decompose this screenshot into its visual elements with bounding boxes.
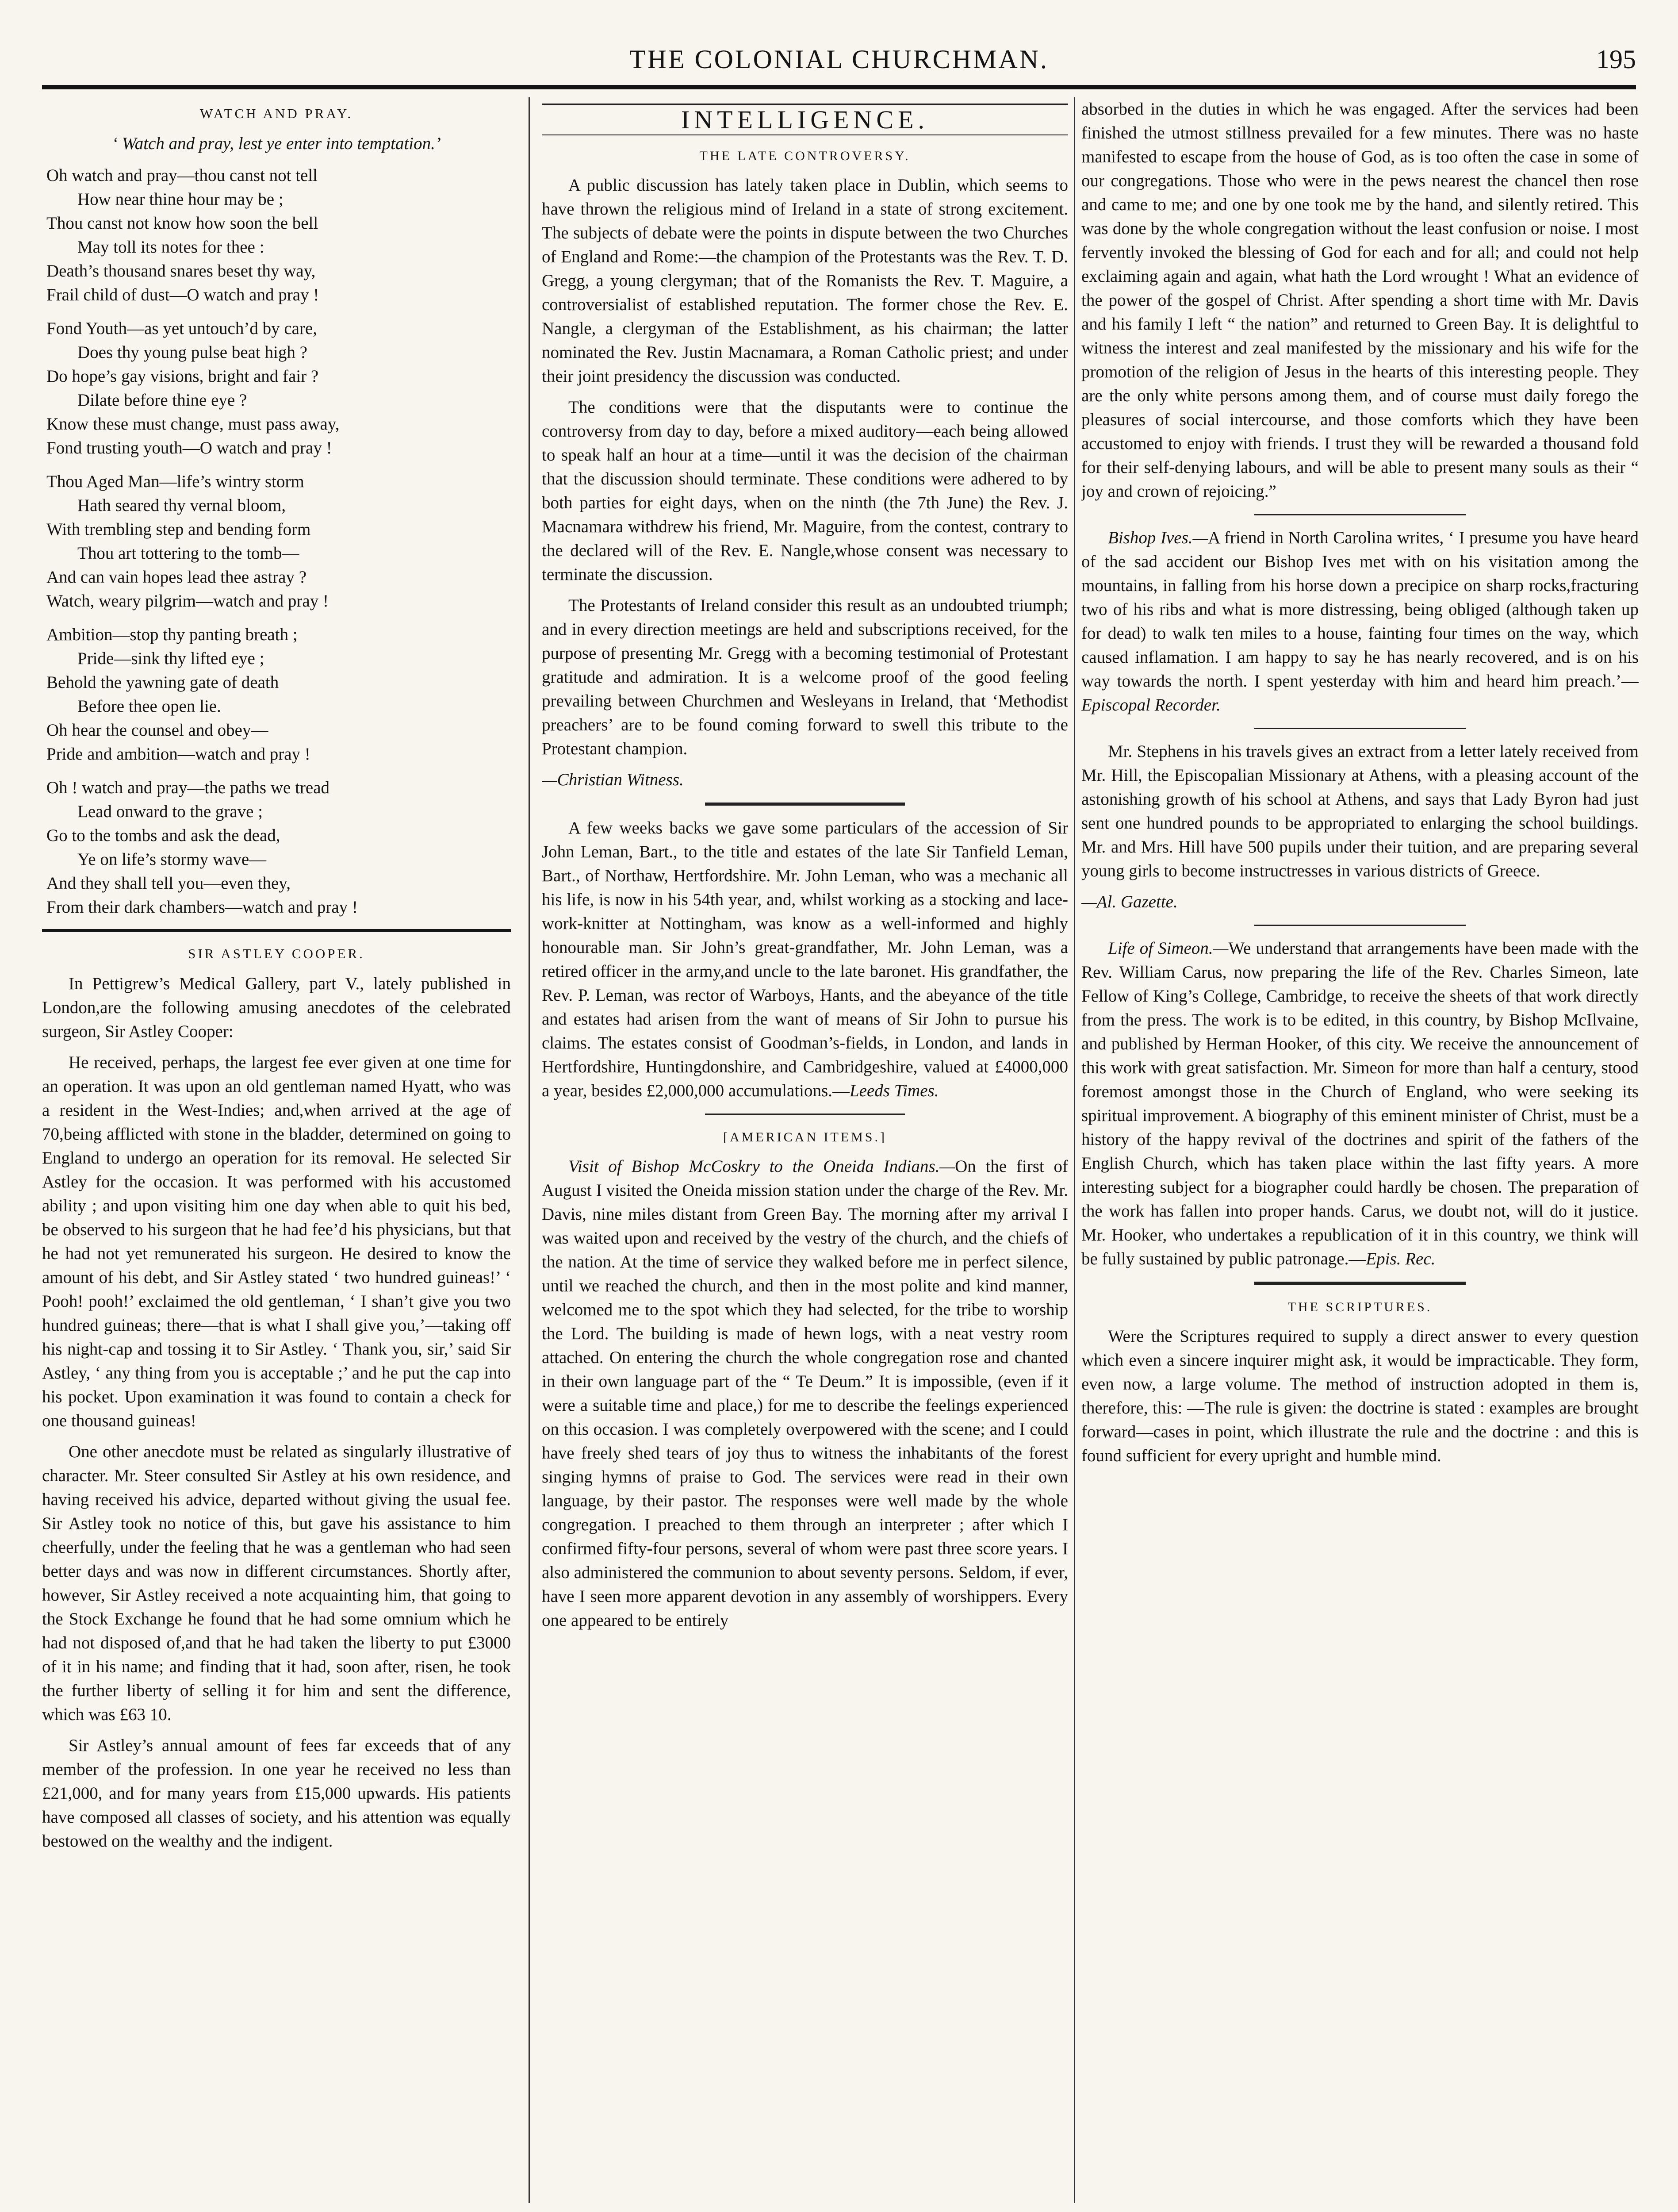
poem-line: Lead onward to the grave ; [77,802,263,821]
article-paragraph: A public discussion has lately taken place in Dublin, which seems to have thrown the religious mind of Ireland in a state of strong excitement. The subjects of debate were the points in dispute between the two Churches of England and Rome:—the champion of the Protestants was the Rev. T. D. Gregg, a young clergyman; that of the Romanists the Rev. T. Maguire, a controversialist of established reputation. The former chose the Rev. E. Nangle, a clergyman of the Establishment, as his chairman; the latter nominated the Rev. Justin Macnamara, a Roman Catholic priest; and under their joint presidency the discussion was conducted. [542,176,1068,386]
poem-line: Ambition—stop thy panting breath ; [46,625,298,644]
poem-line: Pride and ambition—watch and pray ! [46,745,310,764]
poem-line: Pride—sink thy lifted eye ; [77,649,264,668]
poem-stanza [46,317,511,460]
article-paragraph [1081,526,1639,717]
poem-line: Dilate before thine eye ? [77,391,247,410]
newspaper-title: THE COLONIAL CHURCHMAN. [629,45,1049,74]
section-divider [705,803,905,806]
section-heading: INTELLIGENCE. [542,104,1068,135]
poem-stanza [46,623,511,766]
article-text: We understand that arrangements have been made with the Rev. William Carus, now preparing the life of the Rev. Charles Simeon, late Fellow of King’s College, Cambridge, to receive the sheets of that work directly from the press. The work is to be edited, in this country, by Bishop McIlvaine, and published by Herman Hooker, of this city. We receive the announcement of this work with great satisfaction. Mr. Simeon for more than half a century, stood foremost amongst those in the Church of England, who were seeking its spiritual improvement. A biography of this eminent minister of Christ, must be a history of the happy revival of the doctrines and spirit of the fathers of the English Church, which has taken place within the last fifty years. A more interesting subject for a biographer could hardly be chosen. The preparation of the work has fallen into proper hands. Carus, we doubt not, will do it justice. Mr. Hooker, who undertakes a republication of it in this country, we think will be fully sustained by public patronage.— [1081,939,1639,1268]
masthead-rule [42,85,1636,89]
section-divider [1254,728,1466,729]
page-number: 195 [1596,45,1636,74]
column-divider [1074,97,1075,2203]
article-paragraph [1081,937,1639,1271]
poem-line: With trembling step and bending form [46,520,311,539]
article-lead: Life of Simeon.— [1108,939,1229,958]
poem-line: Before thee open lie. [77,697,221,716]
poem-line: Go to the tombs and ask the dead, [46,826,280,845]
poem [46,164,511,919]
article-lead: Bishop Ives.— [1108,528,1208,547]
article-source: —Al. Gazette. [1081,892,1178,911]
article-source: Epis. Rec. [1366,1249,1436,1268]
article-paragraph: Were the Scriptures required to supply a direct answer to every question which even a sincere inquirer might ask, it would be impracticable. They form, even now, a large volume. The method of instruction adopted in them is, therefore, this: —The rule is given: the doctrine is stated : examples are brought forward—cases in point, which illustrate the rule and the doctrine : and this is found sufficient for every upright and humble mind. [1081,1327,1639,1465]
article-paragraph: The conditions were that the disputants were to continue the controversy from day to day, before a mixed auditory—each being allowed to speak half an hour at a time—until it was the decision of the chairman that the discussion should terminate. These conditions were adhered to by both parties for eight days, when on the ninth (the 7th June) the Rev. J. Macnamara withdrew his friend, Mr. Maguire, from the contest, contrary to the declared will of the Rev. E. Nangle,whose consent was necessary to terminate the discussion. [542,398,1068,584]
poem-line: Oh ! watch and pray—the paths we tread [46,778,330,797]
poem-line: Thou art tottering to the tomb— [77,544,299,563]
poem-line: And they shall tell you—even they, [46,874,291,893]
poem-stanza [46,776,511,919]
article-paragraph: The Protestants of Ireland consider this result as an undoubted triumph; and in every direction meetings are held and subscriptions received, for the purpose of presenting Mr. Gregg with a becoming testimonial of Protestant gratitude and admiration. It is a welcome proof of the good feeling prevailing between Churchmen and Wesleyans in Ireland, that ‘Methodist preachers’ are to be found coming forward to swell this tribute to the Protestant champion. [542,596,1068,758]
poem-line: Oh watch and pray—thou canst not tell [46,166,318,185]
article-paragraph: Sir Astley’s annual amount of fees far exceeds that of any member of the profession. In one year he received no less than £21,000, and for many years from £15,000 upwards. His patients have composed all classes of society, and his attention was equally bestowed on the wealthy and the indigent. [42,1736,511,1851]
article-title: THE SCRIPTURES. [1287,1300,1433,1314]
left-column [42,97,511,2203]
article-paragraph [542,816,1068,1103]
poem-line: Fond Youth—as yet untouch’d by care, [46,319,318,338]
article-paragraph: absorbed in the duties in which he was engaged. After the services had been finished the utmost stillness prevailed for a few minutes. There was no haste manifested to escape from the house of God, as is too often the case in some of our congregations. Those who were in the pews nearest the chancel then rose and came to me; and one by one took me by the hand, and silently retired. This was done by the whole congregation without the least confusion or noise. I most fervently invoked the blessing of God for each and for all; and could not help exclaiming again and again, what hath the Lord wrought ! What an evidence of the power of the gospel of Christ. After spending a short time with Mr. Davis and his family I left “ the nation” and returned to Green Bay. It is delightful to witness the interest and zeal manifested by the missionary and his wife for the promotion of the religion of Jesus in the hearts of this interesting people. They are the only white persons among them, and of course must daily forego the pleasures of social intercourse, and those comforts which they have been accustomed to enjoy with friends. I trust they will be rewarded a thousand fold for their self-denying labours, and will be able to present many souls as their “ joy and crown of rejoicing.” [1081,100,1639,501]
poem-line: Behold the yawning gate of death [46,673,279,692]
poem-stanza [46,470,511,613]
article-paragraph: In Pettigrew’s Medical Gallery, part V., lately published in London,are the following amusing anecdotes of the celebrated surgeon, Sir Astley Cooper: [42,974,511,1041]
article-paragraph: Mr. Stephens in his travels gives an extract from a letter lately received from Mr. Hill, the Episcopalian Missionary at Athens, with a pleasing account of the astonishing growth of his school at Athens, and says that Lady Byron had just sent one hundred pounds to be appropriated to enlarging the school buildings. Mr. and Mrs. Hill have 500 pupils under their tuition, and are preparing several young girls to become instructresses in various districts of Greece. [1081,742,1639,880]
section-divider [1254,514,1466,515]
poem-epigraph: ‘ Watch and pray, lest ye enter into temptation.’ [112,134,441,153]
article-title: SIR ASTLEY COOPER. [188,946,365,961]
article-paragraph: One other anecdote must be related as singularly illustrative of character. Mr. Steer consulted Sir Astley at his own residence, and having received his advice, departed without giving the usual fee. Sir Astley took no notice of this, but gave his assistance to him cheerfully, under the feeling that he was a gentleman who had seen better days and was now in different circumstances. Shortly after, however, Sir Astley received a note acquainting him, that going to the Stock Exchange he found that he had some omnium which he had not disposed of,and that he had taken the liberty to put £3000 of it in his name; and finding that it had, soon after, risen, he took the further liberty of selling it for him and sent the difference, which was £63 10. [42,1442,511,1724]
column-divider [529,97,530,2203]
poem-line: Oh hear the counsel and obey— [46,721,268,740]
poem-line: Hath seared thy vernal bloom, [77,496,286,515]
poem-stanza [46,164,511,307]
poem-line: Frail child of dust—O watch and pray ! [46,285,319,304]
section-divider [705,1114,905,1115]
poem-line: Does thy young pulse beat high ? [77,343,307,362]
poem-line: And can vain hopes lead thee astray ? [46,568,307,587]
right-column [1081,97,1639,2203]
masthead [42,31,1636,88]
poem-line: Ye on life’s stormy wave— [77,850,267,869]
poem-line: Fond trusting youth—O watch and pray ! [46,438,332,457]
section-divider [42,929,511,932]
poem-line: Thou canst not know how soon the bell [46,214,318,233]
section-divider [1254,1282,1466,1285]
article-paragraph: He received, perhaps, the largest fee ever given at one time for an operation. It was upon an old gentleman named Hyatt, who was a resident in the West-Indies; and,when arrived at the age of 70,being afflicted with stone in the bladder, determined on going to England to undergo an operation for its removal. He selected Sir Astley for the occasion. It was performed with his accustomed ability ; and upon visiting him one day when able to quit his bed, be observed to his surgeon that he had fee’d his physicians, but that he had not yet remunerated his surgeon. He desired to know the amount of his debt, and Sir Astley stated ‘ two hundred guineas!’ ‘ Pooh! pooh!’ exclaimed the old gentleman, ‘ I shan’t give you two hundred guineas; there—that is what I shall give you,’—taking off his night-cap and tossing it to Sir Astley. ‘ Thank you, sir,’ said Sir Astley, ‘ any thing from you is acceptable ;’ and he put the cap into his pocket. Upon examination it was found to contain a check for one thousand guineas! [42,1053,511,1430]
article-paragraph [542,1155,1068,1632]
poem-line: From their dark chambers—watch and pray ! [46,898,358,917]
poem-line: Watch, weary pilgrim—watch and pray ! [46,591,329,611]
poem-line: Do hope’s gay visions, bright and fair ? [46,367,319,386]
poem-line: How near thine hour may be ; [77,190,283,209]
poem-title: WATCH AND PRAY. [199,106,353,121]
article-source: —Christian Witness. [542,770,684,789]
article-text: On the first of August I visited the Oneida mission station under the charge of the Rev. Mr. Davis, nine miles distant from Green Bay. The morning after my arrival I was waited upon and received by the vestry of the church, and the chiefs of the nation. At the time of service they walked before me in perfect silence, until we reached the church, and then in the most polite and kind manner, welcomed me to the spot which they had selected, for the tribe to worship the Lord. The building is made of hewn logs, with a neat vestry room attached. On entering the church the whole congregation rose and chanted in their own language part of the “ Te Deum.” It is impossible, (even if it were a suitable time and place,) for me to describe the feelings experienced on this occasion. I was completely overpowered with the scene; and I could have freely shed tears of joy thus to witness the inhabitants of the forest singing hymns of praise to God. The services were read in their own language, by their pastor. The responses were well made by the whole congregation. I preached to them through an interpreter ; after which I confirmed fifty-four persons, several of whom were past three score years. I also administered the communion to about seventy persons. Seldom, if ever, have I seen more apparent devotion in any assembly of worshippers. Every one appeared to be entirely [542,1157,1068,1630]
poem-line: May toll its notes for thee : [77,238,264,257]
article-text: A few weeks backs we gave some particulars of the accession of Sir John Leman, Bart., to the title and estates of the late Sir Tanfield Leman, Bart., of Northaw, Hertfordshire. Mr. John Leman, who was a mechanic all his life, is now in his 54th year, and, whilst working as a stocking and lace-work-knitter at Nottingham, was know as a well-informed and highly honourable man. Sir John’s great-grandfather, Mr. John Leman, was a retired officer in the army,and uncle to the late baronet. His grandfather, the Rev. P. Leman, was rector of Warboys, Hants, and the abeyance of the title and estates had arisen from the want of means of Sir John to pursue his claims. The estates consist of Goodman’s-fields, in London, and lands in Hertfordshire, Huntingdonshire, and Cambridgeshire, valued at £4000,000 a year, besides £2,000,000 accumulations.— [542,818,1068,1100]
section-heading: [AMERICAN ITEMS.] [723,1130,887,1144]
middle-column [542,97,1068,2203]
article-title: THE LATE CONTROVERSY. [699,149,911,163]
article-source: Leeds Times. [849,1081,939,1100]
poem-line: Know these must change, must pass away, [46,415,340,434]
article-text: A friend in North Carolina writes, ‘ I presume you have heard of the sad accident our Bishop Ives met with on his visitation among the mountains, in falling from his horse down a precipice on sharp rocks,fracturing two of his ribs and what is more distressing, being obliged (although taken up for dead) to walk ten miles to a house, fainting four times on the way, which caused inflamation. I am happy to say he has nearly recovered, and is on his way towards the north. I spent yesterday with him and heard him preach.’— [1081,528,1639,691]
poem-line: Death’s thousand snares beset thy way, [46,261,316,280]
section-divider [1254,925,1466,926]
poem-line: Thou Aged Man—life’s wintry storm [46,472,304,491]
article-source: Episcopal Recorder. [1081,695,1221,714]
article-lead: Visit of Bishop McCoskry to the Oneida Indians.— [568,1157,955,1176]
